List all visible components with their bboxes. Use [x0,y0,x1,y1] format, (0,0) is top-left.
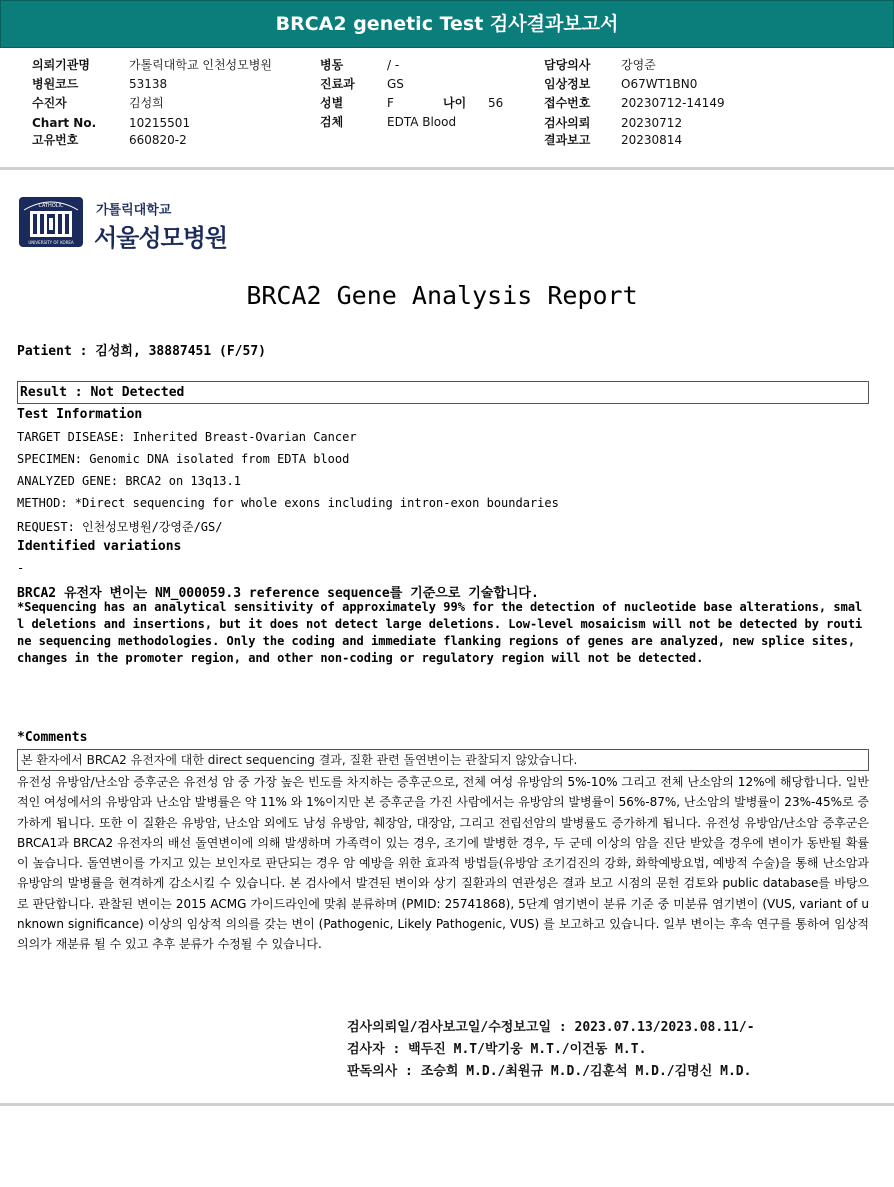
hospital-emblem [18,196,84,252]
svg-text:UNIVERSITY OF KOREA: UNIVERSITY OF KOREA [28,240,74,245]
age-value: 56 [488,96,504,110]
age-label: 나이 [443,96,467,110]
patient-line: Patient : 김성희, 38887451 (F/57) [17,344,266,359]
report-dates: 검사의뢰일/검사보고일/수정보고일 : 2023.07.13/2023.08.11/- [347,1020,755,1035]
specimen-value: EDTA Blood [387,115,457,129]
sex-label: 성별 [320,96,344,110]
method-info: METHOD: *Direct sequencing for whole exons including intron-exon boundaries [17,496,559,510]
specimen-label: 검체 [320,115,344,129]
identified-variations-heading: Identified variations [17,539,182,554]
doctor-value: 강영준 [621,58,656,72]
chart-no-value: 10215501 [129,116,191,130]
comment-body: 유전성 유방암/난소암 증후군은 유전성 암 중 가장 높은 빈도를 차지하는 증후군으로, 전체 여성 유방암의 5%-10% 그리고 전체 난소암의 12%에 해당합니다. 일반적인 여성에서의 유방암과 난소암 발병률은 약 11% 와 1%이지만 본 증후군을 가진 사람에서는 유방암의 발병률이 56%-87%, 난소암의 발병률이 23%-45%로 증가하게 됩니다. 또한 이 질환은 유방암, 난소암 외에도 남성 유방암, 췌장암, 대장암, 그리고 전립선암의 발병률도 증가하게 됩니다. 유전성 유방암/난소암 증후군은 BRCA1과 BRCA2 유전자의 배선 돌연변이에 의해 발생하며 가족력이 있는 경우, 조기에 발병한 경우, 두 군데 이상의 암을 진단 받았을 경우에 변이가 동반될 확률이 높습니다. 돌연변이를 가지고 있는 보인자로 판단되는 경우 암 예방을 위한 효과적 방법들(유방암 조기검진의 강화, 화학예방요법, 예방적 수술)을 통해 난소암과 유방암의 발병률을 현격하게 감소시킬 수 있습니다. 본 검사에서 발견된 변이와 상기 질환과의 연관성은 결과 보고 시점의 문헌 검토와 public database를 바탕으로 판단합니다. 관찰된 변이는 2015 ACMG 가이드라인에 맞춰 분류하며 (PMID: 25741868), 5단계 염기변이 분류 기준 중 미분류 염기변이 (VUS, variant of unknown significance) 이상의 임상적 의의를 갖는 변이 (Pathogenic, Likely Pathogenic, VUS) 를 보고하고 있습니다. 일부 변이는 후속 연구를 통하여 임상적 의의가 재분류 될 수 있고 추후 분류가 수정될 수 있습니다. [17,775,869,952]
target-disease: TARGET DISEASE: Inherited Breast-Ovarian Cancer [17,430,357,444]
result-text: Result : Not Detected [20,385,185,400]
request-date-value: 20230712 [621,116,683,130]
logo-hospital-name: 서울성모병원 [94,224,228,252]
specimen-info: SPECIMEN: Genomic DNA isolated from EDTA blood [17,452,350,466]
dept-value: GS [387,77,404,91]
receipt-no-label: 접수번호 [544,96,591,110]
chart-no-label: Chart No. [32,116,97,130]
logo-university-name: 가톨릭대학교 [96,203,172,218]
footer-separator [0,1103,894,1106]
hospital-code-value: 53138 [129,77,168,91]
institution-label: 의뢰기관명 [32,58,90,72]
report-date-value: 20230814 [621,133,683,147]
ward-label: 병동 [320,58,344,72]
report-title: BRCA2 Gene Analysis Report [246,281,638,310]
comment-summary-box [17,749,869,771]
comments-heading: *Comments [17,730,88,745]
reference-note: BRCA2 유전자 변이는 NM_000059.3 reference sequence를 기준으로 기술합니다. [17,586,539,601]
clinical-info-label: 임상정보 [544,77,591,91]
test-info-heading: Test Information [17,407,143,422]
sensitivity-note: *Sequencing has an analytical sensitivity of approximately 99% for the detection of nucleotide base alterations, small deletions and insertions, but it does not detect large deletions. Low-level mosaicism will not be detected by routine sequencing methodologies. Only the coding and immediate flanking regions of genes are analyzed, new splice sites, changes in the promoter region, and other non-coding or regulatory region will not be detected. [17,600,863,665]
dept-label: 진료과 [320,77,355,91]
clinical-info-value: O67WT1BN0 [621,77,698,91]
doctor-label: 담당의사 [544,58,591,72]
hospital-code-label: 병원코드 [32,77,79,91]
svg-text:CATHOLIC: CATHOLIC [38,203,64,209]
result-box [17,381,869,404]
unique-no-value: 660820-2 [129,133,187,147]
header-separator [0,167,894,170]
analyzed-gene: ANALYZED GENE: BRCA2 on 13q13.1 [17,474,241,488]
request-date-label: 검사의뢰 [544,116,591,130]
patient-value: 김성희 [129,96,164,110]
patient-label: 수진자 [32,96,67,110]
ward-value: / - [387,58,400,72]
comment-summary-text: 본 환자에서 BRCA2 유전자에 대한 direct sequencing 결과, 질환 관련 돌연변이는 관찰되지 않았습니다. [21,753,578,767]
report-title-bar: BRCA2 genetic Test 검사결과보고서 [0,0,894,48]
sex-value: F [387,96,394,110]
identified-variations-value: - [17,561,25,575]
unique-no-label: 고유번호 [32,133,79,147]
report-date-label: 결과보고 [544,133,591,147]
examiners: 검사자 : 백두진 M.T/박기웅 M.T./이건동 M.T. [347,1042,647,1057]
receipt-no-value: 20230712-14149 [621,96,725,110]
institution-value: 가톨릭대학교 인천성모병원 [129,58,272,72]
reading-physicians: 판독의사 : 조승희 M.D./최원규 M.D./김훈석 M.D./김명신 M.D. [347,1064,752,1079]
request-info: REQUEST: 인천성모병원/강영준/GS/ [17,520,223,534]
